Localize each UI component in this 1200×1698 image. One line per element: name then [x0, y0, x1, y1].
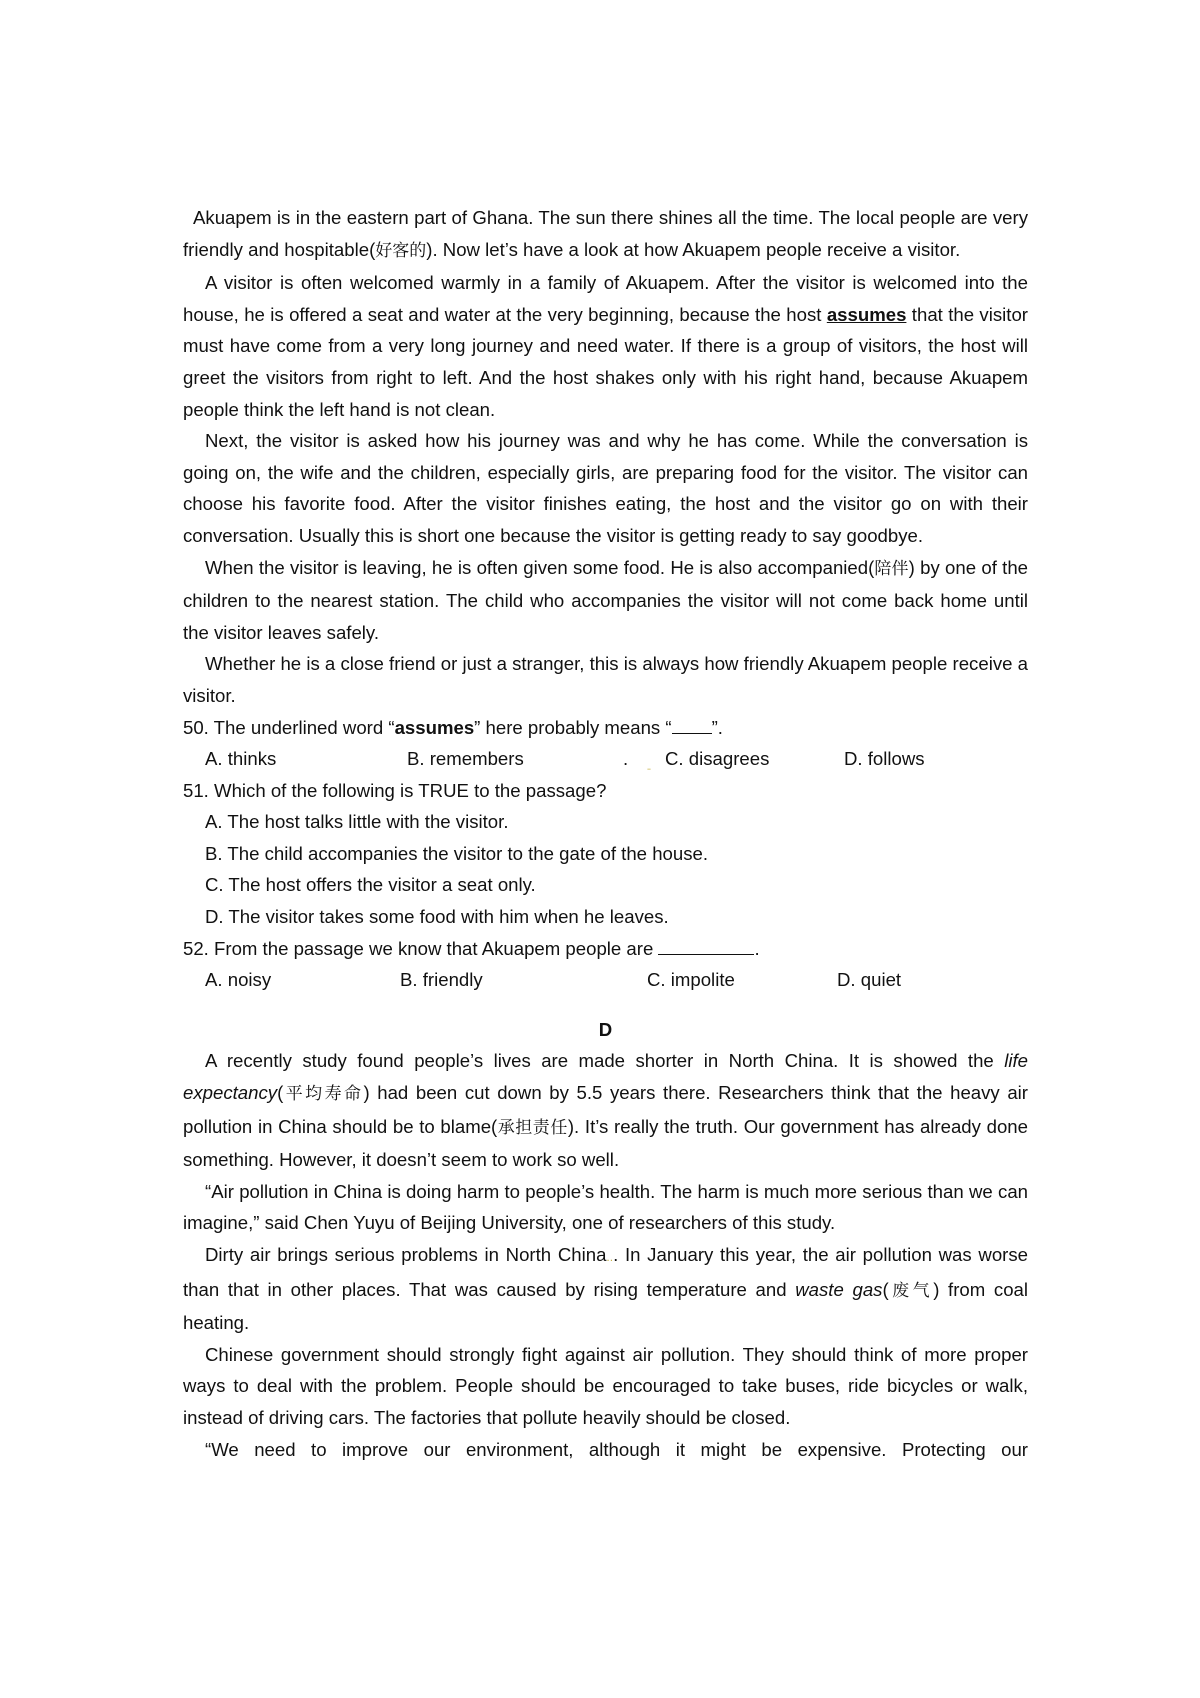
passage-c-paragraph-1: [183, 202, 1028, 267]
answer-blank: [672, 715, 712, 734]
option-b: B. friendly: [400, 969, 483, 991]
text-run: ). It’s really the truth. Our government has already done something. However, it doesn’t seem to work so well.: [183, 1115, 1028, 1171]
option-c: C. impolite: [647, 969, 735, 991]
text-run: ). Now let’s have a look at how Akuapem people receive a visitor.: [426, 238, 961, 260]
italic-term: waste gas: [795, 1278, 883, 1300]
question-50-options: [183, 743, 1028, 775]
question-text: 50. The underlined word “: [183, 716, 395, 738]
chinese-gloss: 平均寿命: [283, 1084, 364, 1105]
text-run: . In January this year, the air pollution was worse than that in other places. That was caused by rising temperature and: [183, 1244, 1028, 1300]
passage-d-paragraph-3: [183, 1239, 1028, 1339]
text-run: A visitor is often welcomed warmly in a family of Akuapem. After the visitor is welcomed into the house, he is offered a seat and water at the very beginning, because the host: [183, 272, 1028, 325]
text-run: Akuapem is in the eastern part of Ghana. The sun there shines all the time. The local people are very friendly and hospitable(: [183, 207, 1028, 260]
question-text: ” here probably means “: [474, 716, 672, 738]
passage-c-paragraph-5: Whether he is a close friend or just a stranger, this is always how friendly Akuapem people receive a visitor.: [183, 653, 1028, 706]
stray-dot: .: [623, 748, 629, 770]
question-50: [183, 712, 1028, 744]
option-d: D. follows: [844, 748, 925, 770]
text-run: A recently study found people’s lives are made shorter in North China. It is showed the: [205, 1050, 1005, 1072]
text-run: (: [277, 1082, 284, 1104]
passage-d-paragraph-5: “We need to improve our environment, although it might be expensive. Protecting our: [205, 1438, 1028, 1460]
stray-mark: ˍ: [647, 757, 651, 772]
passage-c-paragraph-4: [183, 552, 1028, 649]
chinese-gloss: 废气: [888, 1280, 934, 1301]
text-run: ) by one of the children to the nearest station. The child who accompanies the visitor will not come back home until the visitor leaves safely.: [183, 556, 1028, 643]
option-d: D. quiet: [837, 969, 902, 991]
answer-blank: [658, 936, 754, 955]
option-b: B. remembers: [407, 748, 524, 770]
passage-d-paragraph-1: [183, 1045, 1028, 1175]
question-51: 51. Which of the following is TRUE to the passage?: [183, 779, 607, 801]
option-c: C. disagrees: [665, 748, 770, 770]
text-run: ) had been cut down by 5.5 years there. Researchers think that the heavy air pollution in China should be to blame(: [183, 1082, 1028, 1137]
question-52: [183, 933, 1028, 965]
question-text: 52. From the passage we know that Akuapem people are: [183, 937, 659, 959]
underlined-word: assumes: [826, 303, 907, 325]
option-d: D. The visitor takes some food with him when he leaves.: [205, 906, 669, 928]
option-a: A. noisy: [205, 969, 272, 991]
option-a: A. thinks: [205, 748, 277, 770]
passage-c-paragraph-2: [183, 267, 1028, 425]
text-run: that the visitor must have come from a very long journey and need water. If there is a group of visitors, the host will greet the visitors from right to left. And the host shakes only with his right hand, because Akuapem people think the left hand is not clean.: [183, 303, 1028, 420]
document-page: [183, 202, 1028, 1465]
text-run: (: [882, 1278, 889, 1300]
option-b: B. The child accompanies the visitor to the gate of the house.: [205, 842, 709, 864]
text-run: ) from coal heating.: [183, 1278, 1029, 1334]
italic-term: life expectancy: [183, 1050, 1028, 1104]
stray-mark: ..: [606, 1250, 614, 1264]
passage-d-paragraph-4: Chinese government should strongly fight against air pollution. They should think of more proper ways to deal with the problem. People should be encouraged to take buses, ride bicycles or walk, instead of driving cars. The factories that pollute heavily should be closed.: [183, 1343, 1028, 1428]
question-52-options: [183, 964, 1028, 996]
chinese-gloss: 承担责任: [497, 1117, 568, 1138]
question-keyword: assumes: [394, 716, 475, 738]
passage-c-paragraph-3: Next, the visitor is asked how his journey was and why he has come. While the conversation is going on, the wife and the children, especially girls, are preparing food for the visitor. The visitor can choose his favorite food. After the visitor finishes eating, the host and the visitor go on with their conversation. Usually this is short one because the visitor is getting ready to say goodbye.: [183, 430, 1028, 546]
chinese-gloss: 好客的: [375, 240, 427, 261]
option-c: C. The host offers the visitor a seat only.: [205, 874, 536, 896]
question-text: ”.: [711, 716, 723, 738]
text-run: Dirty air brings serious problems in North China: [205, 1244, 607, 1265]
option-a: A. The host talks little with the visitor.: [205, 811, 509, 833]
section-title: D: [598, 1018, 613, 1040]
chinese-gloss: 陪伴: [874, 558, 909, 579]
question-text: .: [754, 937, 760, 959]
text-run: When the visitor is leaving, he is often given some food. He is also accompanied(: [205, 556, 875, 578]
passage-d-paragraph-2: “Air pollution in China is doing harm to people’s health. The harm is much more serious than we can imagine,” said Chen Yuyu of Beijing University, one of researchers of this study.: [183, 1180, 1028, 1234]
